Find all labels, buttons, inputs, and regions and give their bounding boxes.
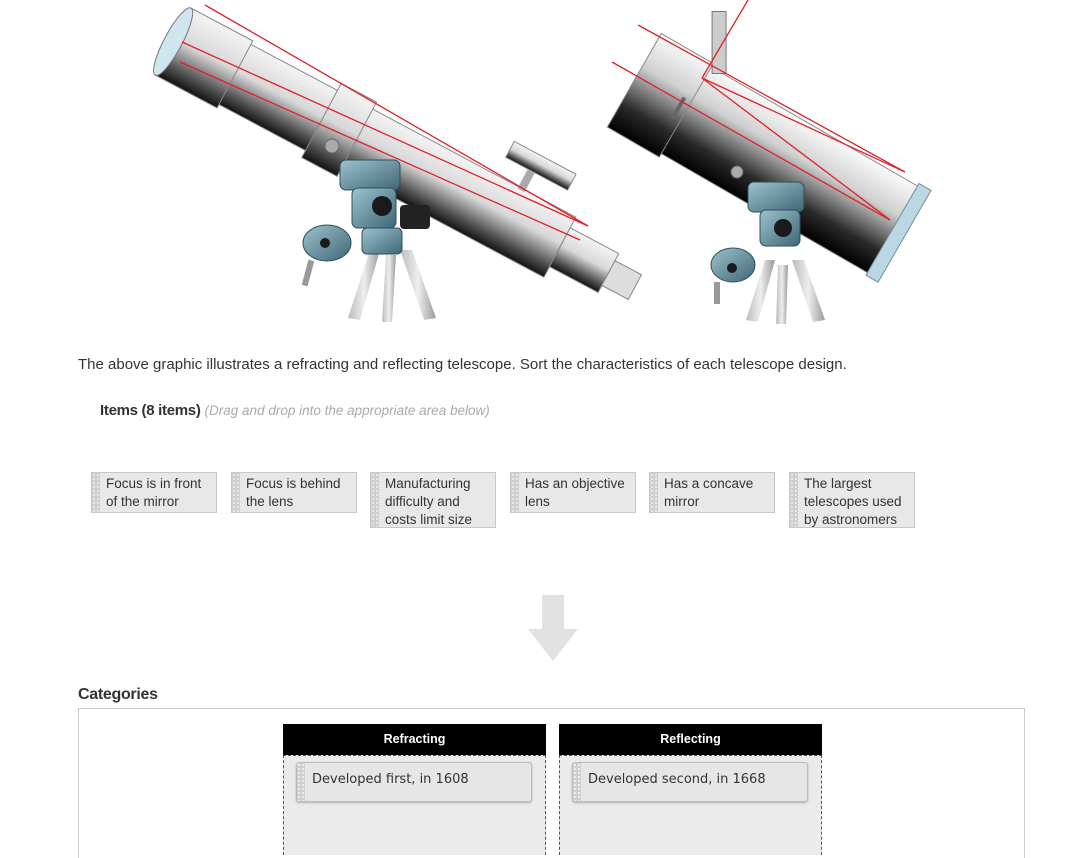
categories-container: [78, 708, 1025, 858]
draggable-item[interactable]: [789, 472, 915, 528]
drag-handle-icon[interactable]: [371, 473, 379, 527]
arrow-down-icon: [528, 595, 578, 661]
category-refracting: [283, 724, 546, 855]
draggable-item[interactable]: [370, 472, 496, 528]
placed-item-label: Developed first, in 1608: [312, 772, 469, 787]
drag-handle-icon[interactable]: [297, 763, 305, 801]
item-label: Has an objective lens: [525, 476, 625, 509]
drag-handle-icon[interactable]: [573, 763, 581, 801]
items-heading: [100, 402, 490, 419]
category-header: Reflecting: [559, 724, 822, 755]
items-count-label: Items (8 items): [100, 402, 201, 419]
item-label: Focus is behind the lens: [246, 476, 341, 509]
item-label: Has a concave mirror: [664, 476, 754, 509]
drag-handle-icon[interactable]: [92, 473, 100, 512]
tripod-left: [348, 250, 436, 322]
draggable-item[interactable]: [91, 472, 217, 513]
reflecting-telescope-icon: [607, 0, 957, 324]
drop-zone-refracting[interactable]: [283, 755, 546, 855]
question-instruction: The above graphic illustrates a refracting and reflecting telescope. Sort the characteristics of each telescope design.: [78, 356, 847, 373]
telescope-figure: [0, 0, 1075, 330]
categories-heading: Categories: [78, 686, 158, 703]
category-header: Refracting: [283, 724, 546, 755]
item-label: Manufacturing difficulty and costs limit size: [385, 476, 473, 527]
tripod-right: [746, 260, 825, 324]
placed-item[interactable]: [572, 762, 808, 802]
category-reflecting: [559, 724, 822, 855]
draggable-item[interactable]: [510, 472, 636, 513]
drag-handle-icon[interactable]: [232, 473, 240, 512]
refracting-telescope-icon: [145, 0, 668, 324]
drag-handle-icon[interactable]: [511, 473, 519, 512]
draggable-item[interactable]: [231, 472, 357, 513]
drop-zone-reflecting[interactable]: [559, 755, 822, 855]
item-label: Focus is in front of the mirror: [106, 476, 202, 509]
item-label: The largest telescopes used by astronomers: [804, 476, 902, 527]
items-drag-hint: (Drag and drop into the appropriate area below): [204, 403, 490, 418]
drag-handle-icon[interactable]: [650, 473, 658, 512]
placed-item-label: Developed second, in 1668: [588, 772, 766, 787]
drag-handle-icon[interactable]: [790, 473, 798, 527]
draggable-item[interactable]: [649, 472, 775, 513]
placed-item[interactable]: [296, 762, 532, 802]
